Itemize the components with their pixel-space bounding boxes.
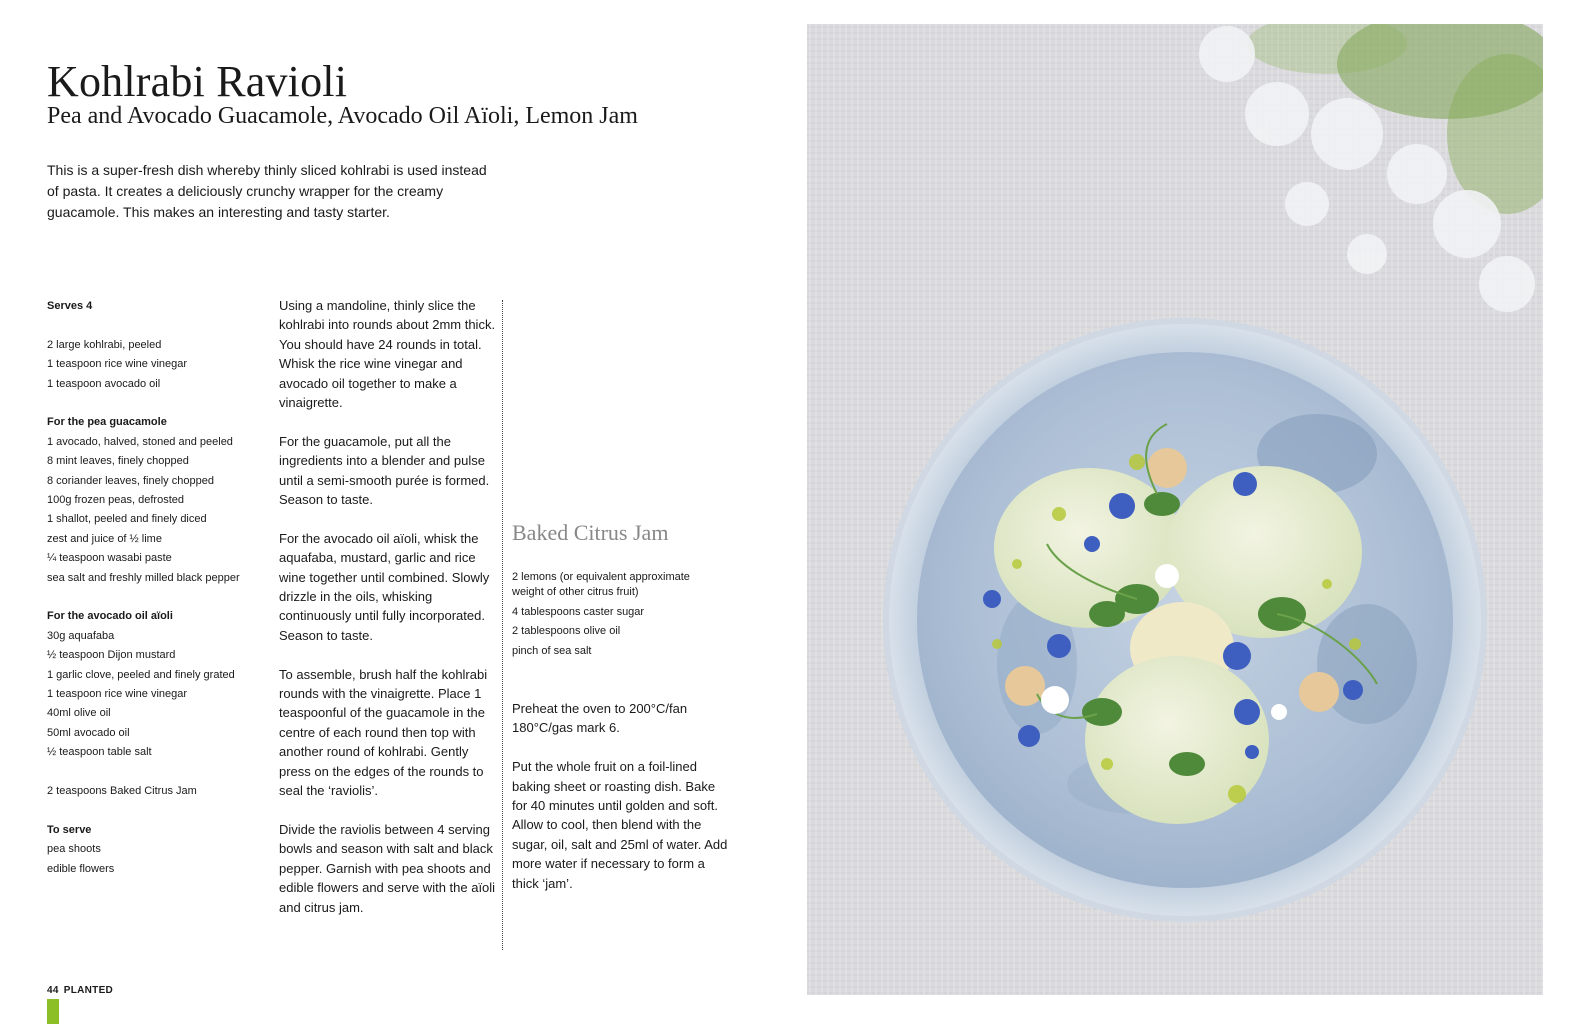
method-step: Using a mandoline, thinly slice the kohlrabi into rounds about 2mm thick. You should have 24 rounds in total. Whisk the rice wine vinegar and avocado oil together to make a vinaigrette. [279,298,496,411]
guacamole-heading: For the pea guacamole [47,416,167,429]
jam-title: Baked Citrus Jam [512,520,669,545]
column-divider [502,300,503,950]
ingredient-item: 8 mint leaves, finely chopped [47,455,189,468]
ingredient-item: ½ teaspoon table salt [47,746,152,759]
recipe-subtitle: Pea and Avocado Guacamole, Avocado Oil Aïoli, Lemon Jam [47,103,638,129]
method-step: Put the whole fruit on a foil-lined baking sheet or roasting dish. Bake for 40 minutes until golden and soft. Allow to cool, then blend with the sugar, oil, salt and 25ml of water. Add more water if necessary to form a thick ‘jam’. [512,759,728,891]
ingredients-list [47,297,262,879]
method-step: For the avocado oil aïoli, whisk the aquafaba, mustard, garlic and rice wine together until combined. Slowly drizzle in the oils, whisking continuously until fully incorporated. Season to taste. [279,530,490,643]
ingredient-item: 1 garlic clove, peeled and finely grated [47,668,235,681]
method-step: Divide the raviolis between 4 serving bowls and season with salt and black pepper. Garnish with pea shoots and edible flowers and serve with the aïoli and citrus jam. [279,821,496,915]
method-step: To assemble, brush half the kohlrabi rounds with the vinaigrette. Place 1 teaspoonful of the guacamole in the centre of each round then top with another round of kohlrabi. Gently press on the edges of the rounds to seal the ‘raviolis’. [279,666,488,799]
ingredient-item: ¼ teaspoon wasabi paste [47,552,172,565]
ingredient-item: 1 shallot, peeled and finely diced [47,513,207,526]
ingredient-item: 50ml avocado oil [47,726,130,739]
aioli-heading: For the avocado oil aïoli [47,610,173,623]
ingredient-item: 2 large kohlrabi, peeled [47,338,162,351]
ingredient-item: 2 tablespoons olive oil [512,625,621,637]
method-step: Preheat the oven to 200°C/fan 180°C/gas mark 6. [512,701,688,736]
ingredient-item: 30g aquafaba [47,629,115,642]
ingredient-item: 1 avocado, halved, stoned and peeled [47,435,233,448]
ingredient-item: 8 coriander leaves, finely chopped [47,474,214,487]
ingredient-item: zest and juice of ½ lime [47,532,162,545]
page-number: 44 [47,985,59,996]
serve-heading: To serve [47,823,92,836]
dish-photo [807,24,1543,995]
ingredient-item: pea shoots [47,843,101,856]
ingredient-item: 4 tablespoons caster sugar [512,605,645,618]
ingredient-item: 1 teaspoon rice wine vinegar [47,358,188,371]
method-column [279,296,497,936]
ingredient-item: 2 teaspoons Baked Citrus Jam [47,785,197,798]
method-step: For the guacamole, put all the ingredients into a blender and pulse until a semi-smooth purée is formed. Season to taste. [279,433,490,508]
jam-method [512,699,732,912]
folio-accent-bar [47,999,59,1024]
page-folio [47,985,113,996]
book-title: PLANTED [63,985,114,996]
jam-ingredients-list [512,570,722,663]
ingredient-item: 100g frozen peas, defrosted [47,494,184,507]
ingredient-item: 1 teaspoon avocado oil [47,377,161,390]
ingredient-item: 40ml olive oil [47,707,111,720]
serves-label: Serves 4 [47,300,93,312]
ingredient-item: ½ teaspoon Dijon mustard [47,649,176,662]
ingredient-item: pinch of sea salt [512,644,592,657]
recipe-intro: This is a super-fresh dish whereby thinly sliced kohlrabi is used instead of pasta. It creates a deliciously crunchy wrapper for the creamy guacamole. This makes an interesting and tasty starter. [47,162,487,220]
recipe-title: Kohlrabi Ravioli [47,57,348,106]
ingredient-item: 2 lemons (or equivalent approximate weight of other citrus fruit) [512,571,690,598]
ingredient-item: 1 teaspoon rice wine vinegar [47,688,188,701]
ingredient-item: sea salt and freshly milled black pepper [47,571,240,584]
ingredient-item: edible flowers [47,862,115,875]
